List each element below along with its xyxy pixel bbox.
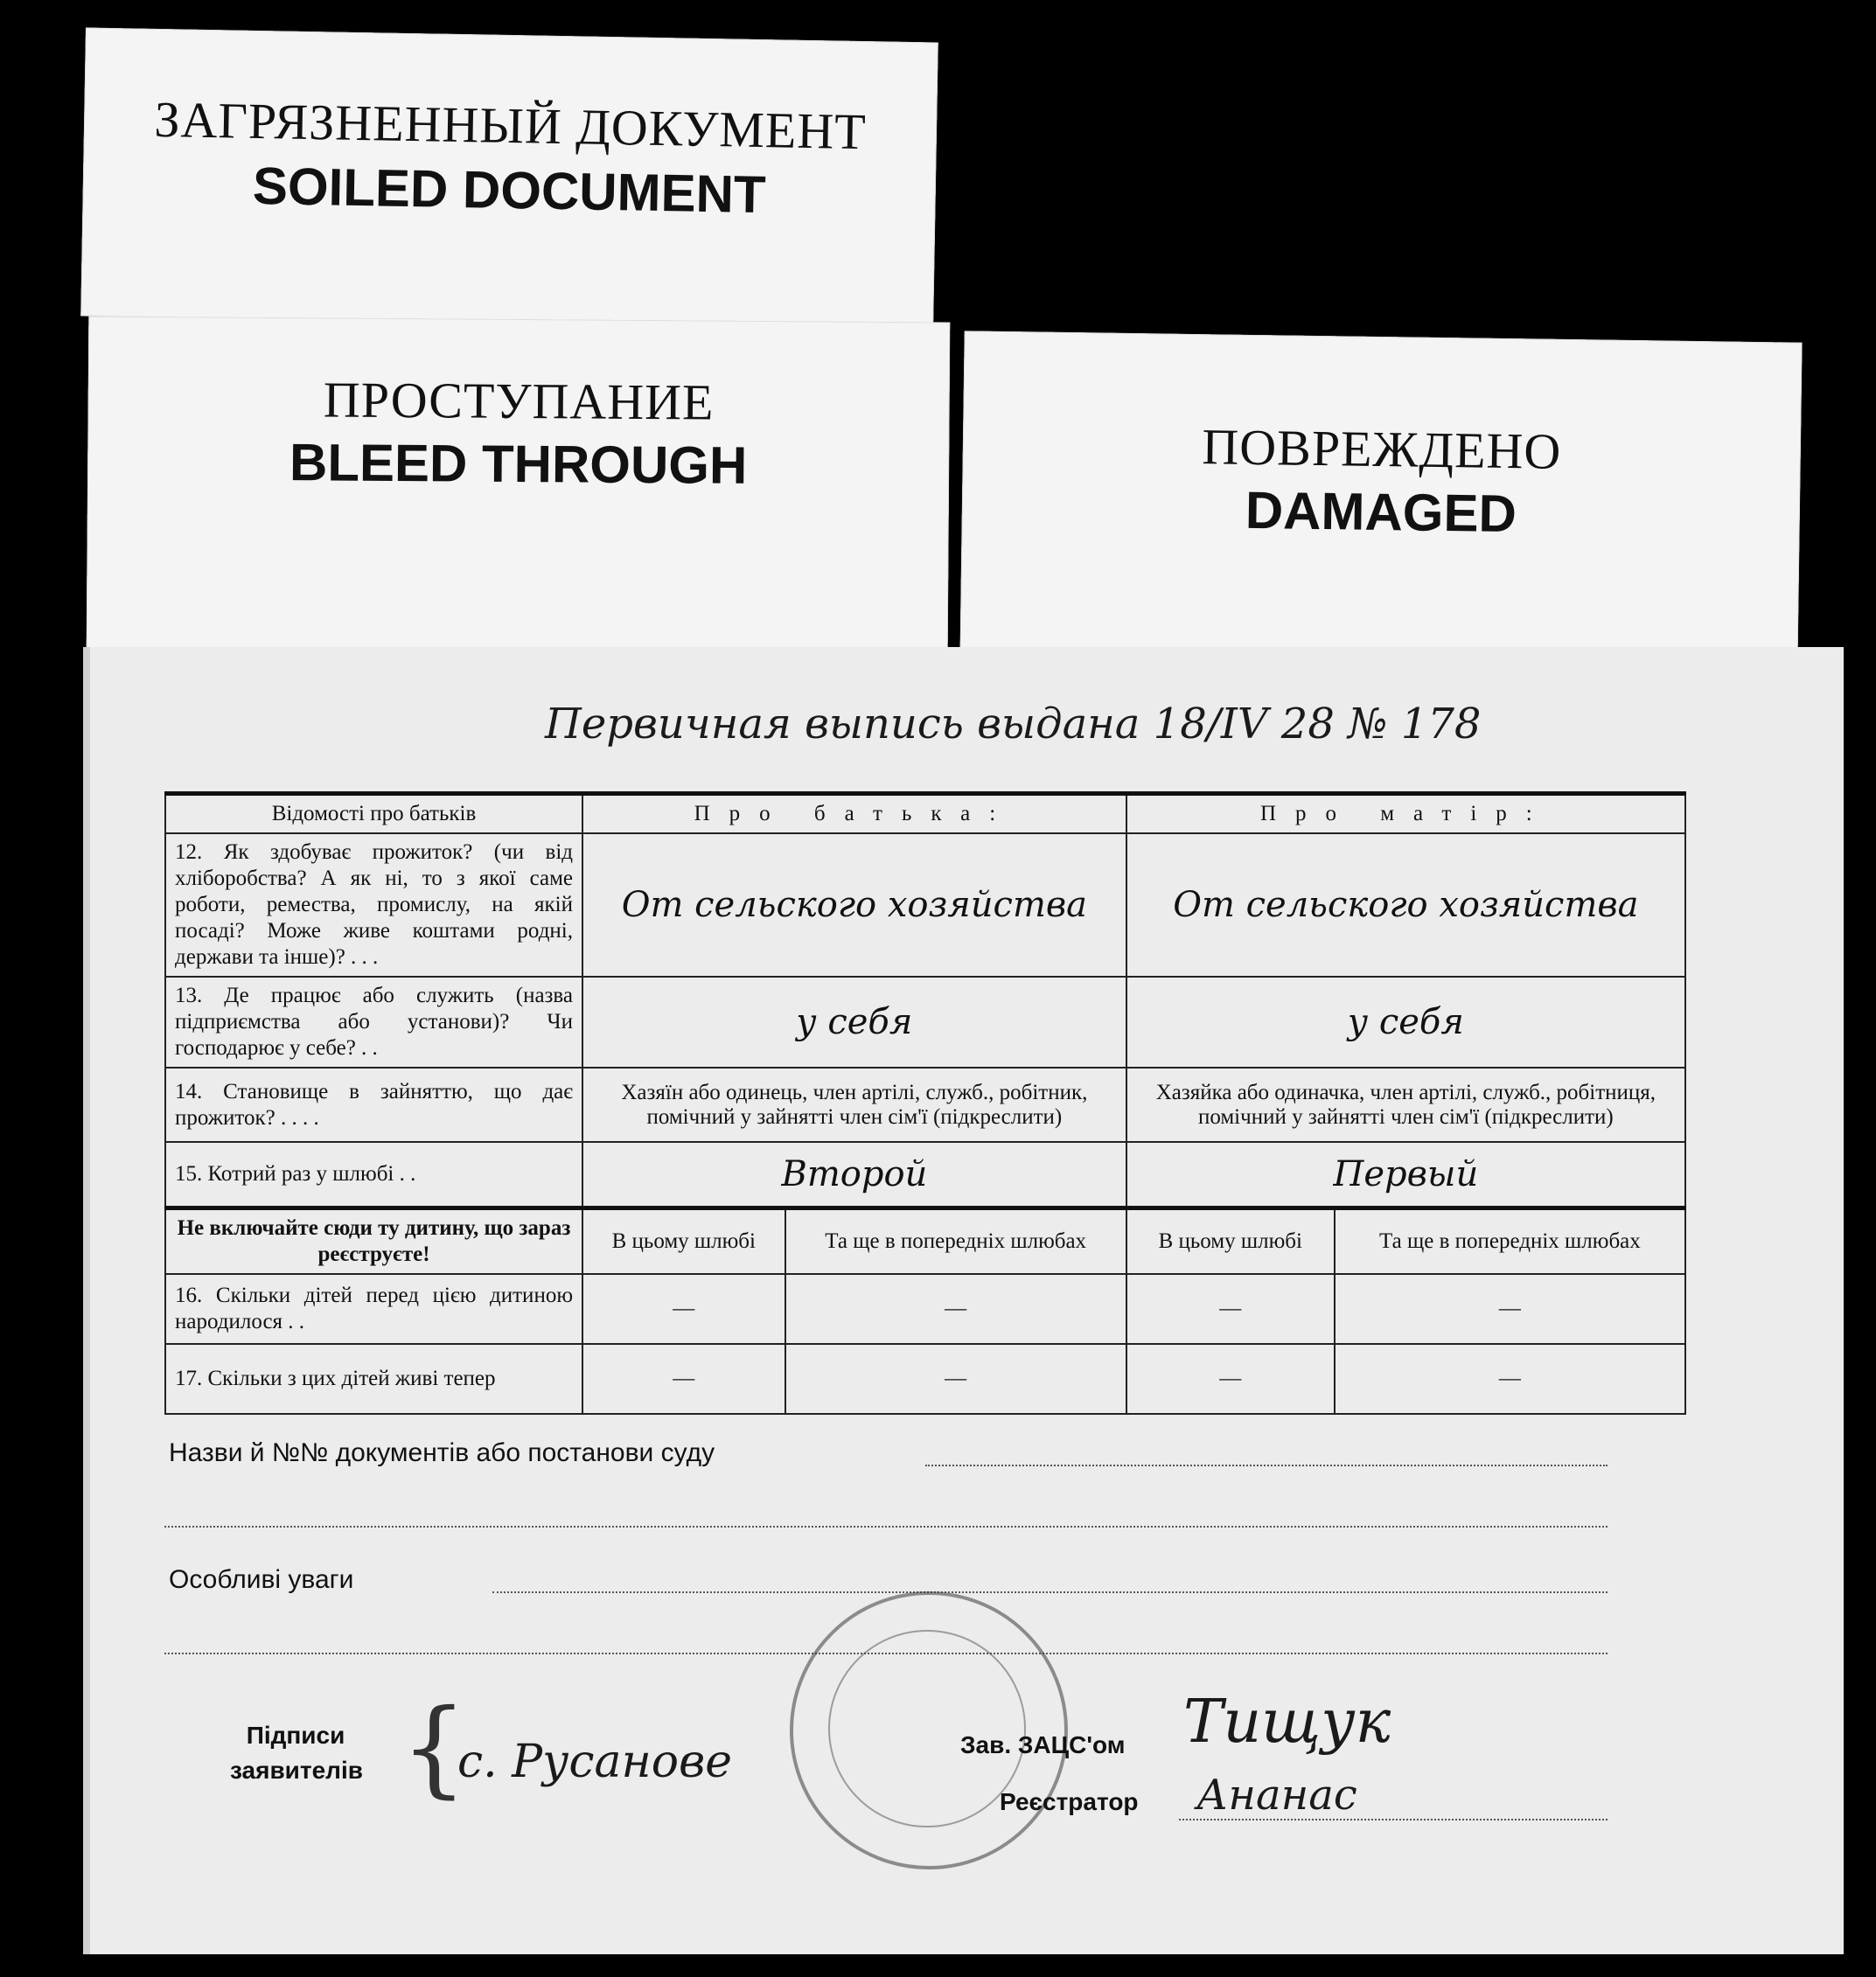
q16-father-prev: — xyxy=(785,1274,1126,1344)
parents-info-table xyxy=(164,791,1686,1415)
registrar-signature: Ананас xyxy=(1196,1771,1357,1820)
question-17: 17. Скільки з цих дітей живі тепер xyxy=(165,1344,582,1414)
q17-father-this: — xyxy=(582,1344,785,1414)
question-16: 16. Скільки дітей перед цією дитиною народилося . . xyxy=(165,1274,582,1344)
soiled-en-label: SOILED DOCUMENT xyxy=(252,156,767,225)
q13-mother-answer: у себя xyxy=(1347,1002,1464,1042)
damaged-en-label: DAMAGED xyxy=(1245,480,1517,544)
handwritten-header: Первичная выпись выдана 18/IV 28 № 178 xyxy=(545,700,1482,748)
brace-icon: { xyxy=(401,1688,468,1809)
q14-mother-options: Хазяйка або одиначка, член артілі, служб., робітниця, помічний у зайнятті член сім'ї (підкреслити) xyxy=(1126,1068,1685,1142)
note-not-include: Не включайте сюди ту дитину, що зараз реєструєте! xyxy=(165,1208,582,1274)
q12-father-answer: От сельского хозяйства xyxy=(621,885,1088,925)
documents-label: Назви й №№ документів або постанови суду xyxy=(169,1438,715,1467)
question-13: 13. Де працює або служить (назва підприємства або установи)? Чи господарює у себе? . . xyxy=(165,977,582,1068)
father-this-marriage: В цьому шлюбі xyxy=(582,1208,785,1274)
q15-mother-answer: Первый xyxy=(1333,1153,1479,1194)
bleed-ru-label: ПРОСТУПАНИЕ xyxy=(323,371,715,431)
damaged-ru-label: ПОВРЕЖДЕНО xyxy=(1201,418,1562,480)
q16-father-this: — xyxy=(582,1274,785,1344)
official-stamp xyxy=(790,1591,1068,1869)
remarks-line xyxy=(492,1591,1608,1593)
bleed-through-card xyxy=(87,317,951,655)
q15-father-answer: Второй xyxy=(781,1153,928,1194)
q17-mother-this: — xyxy=(1126,1344,1335,1414)
q17-mother-prev: — xyxy=(1335,1344,1685,1414)
q13-father-answer: у себя xyxy=(796,1002,913,1042)
mother-header: Про матір: xyxy=(1126,794,1685,834)
soiled-ru-label: ЗАГРЯЗНЕННЫЙ ДОКУМЕНТ xyxy=(153,90,868,161)
registration-form-page xyxy=(83,647,1844,1954)
q17-father-prev: — xyxy=(785,1344,1126,1414)
father-header: Про батька: xyxy=(582,794,1126,834)
q16-mother-prev: — xyxy=(1335,1274,1685,1344)
remarks-label: Особливі уваги xyxy=(169,1565,354,1594)
signatures-label: Підписи заявителів xyxy=(230,1722,363,1784)
question-12: 12. Як здобуває прожиток? (чи від хліборобства? А як ні, то з якої саме роботи, ремества, промислу, на якій посаді? Може живе коштами родні, держави та інше)? . . . xyxy=(165,833,582,977)
question-14: 14. Становище в зайняттю, що дає прожиток? . . . . xyxy=(165,1068,582,1142)
registrar-line xyxy=(1179,1819,1608,1820)
mother-this-marriage: В цьому шлюбі xyxy=(1126,1208,1335,1274)
q12-mother-answer: От сельского хозяйства xyxy=(1173,885,1639,925)
q14-father-options: Хазяїн або одинець, член артілі, служб., робітник, помічний у зайнятті член сім'ї (підкреслити) xyxy=(582,1068,1126,1142)
applicant-signature-text: с. Русанове xyxy=(457,1736,733,1788)
documents-line xyxy=(925,1465,1608,1466)
mother-prev-marriages: Та ще в попередніх шлюбах xyxy=(1335,1208,1685,1274)
head-label: Зав. ЗАЦС'ом xyxy=(960,1731,1126,1758)
registrar-label: Реєстратор xyxy=(1000,1788,1139,1815)
question-15: 15. Котрий раз у шлюбі . . xyxy=(165,1142,582,1208)
soiled-document-card xyxy=(80,28,938,331)
bleed-en-label: BLEED THROUGH xyxy=(289,433,748,495)
table-col-header: Відомості про батьків xyxy=(165,794,582,834)
documents-line-2 xyxy=(164,1526,1608,1528)
q16-mother-this: — xyxy=(1126,1274,1335,1344)
father-prev-marriages: Та ще в попередніх шлюбах xyxy=(785,1208,1126,1274)
head-signature: Тищук xyxy=(1183,1688,1391,1757)
damaged-card xyxy=(959,331,1802,674)
